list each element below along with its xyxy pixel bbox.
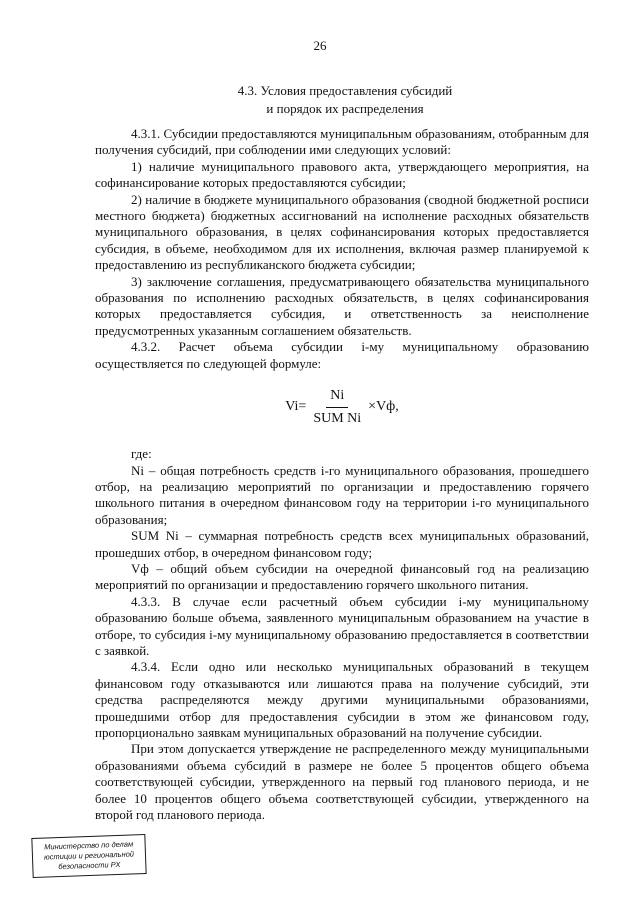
ministry-stamp <box>31 834 146 878</box>
formula-fraction <box>309 387 365 428</box>
condition-2: 2) наличие в бюджете муниципального образования (сводной бюджетной росписи местного бюджета) бюджетных ассигнований на исполнение расходных обязательств муниципального образования, в целях софинансирования которых предоставляется субсидия, в объеме, необходимом для их исполнения, включая размер планируемой к предоставлению из республиканского бюджета субсидии; <box>95 191 589 273</box>
formula-numerator: Ni <box>326 387 348 408</box>
paragraph-4-3-4: 4.3.4. Если одно или несколько муниципальных образований в текущем финансовом году отказываются или лишаются права на получение субсидий, эти средства распределяются между другими муниципальными образованиями, прошедшими отбор для предоставления субсидии в этом же финансовом году, пропорционально заявкам муниципальных образований на получение субсидии. <box>95 659 589 740</box>
document-body <box>95 126 589 823</box>
stamp-line-2: юстиции и региональной <box>43 849 135 862</box>
condition-3: 3) заключение соглашения, предусматривающего обязательства муниципального образования по исполнению расходных обязательств, в целях софинансирования которых предоставляется субсидия, и ответственность за неисполнение предусмотренных указанным соглашением обязательств. <box>95 273 589 338</box>
definition-sum-ni: SUM Ni – суммарная потребность средств всех муниципальных образований, прошедших отбор, в очередном финансовом году; <box>95 528 589 560</box>
section-heading-line-2: и порядок их распределения <box>266 101 424 116</box>
paragraph-undistributed: При этом допускается утверждение не распределенного между муниципальными образованиями объема субсидий в размере не более 5 процентов общего объема соответствующей субсидии, утвержденного на первый год планового периода, и не более 10 процентов общего объема соответствующей субсидии, утвержденного на второй год планового периода. <box>95 741 589 823</box>
subsidy-formula <box>95 376 589 438</box>
stamp-line-1: Министерство по делам <box>43 839 134 852</box>
paragraph-4-3-3: 4.3.3. В случае если расчетный объем субсидии i-му муниципальному образованию больше объема, заявленного муниципальным образованием на участие в отборе, то субсидия i-му муниципальному образованию предоставляется в соответствии с заявкой. <box>95 593 589 658</box>
section-heading <box>100 82 590 118</box>
stamp-line-3: безопасности РХ <box>58 859 121 872</box>
definition-vf: Vф – общий объем субсидии на очередной финансовый год на реализацию мероприятий по организации и предоставлению горячего школьного питания. <box>95 560 589 593</box>
where-label: где: <box>131 446 152 462</box>
formula-denominator: SUM Ni <box>313 410 362 426</box>
condition-1: 1) наличие муниципального правового акта, утверждающего мероприятия, на софинансирование которых предоставляются субсидии; <box>95 158 589 191</box>
formula-lhs: Vi= <box>285 398 307 414</box>
paragraph-4-3-1: 4.3.1. Субсидии предоставляются муниципальным образованиям, отобранным для получения субсидий, при соблюдении ими следующих условий: <box>95 126 589 158</box>
section-heading-line-1: 4.3. Условия предоставления субсидий <box>237 83 453 98</box>
page-number: 26 <box>313 38 327 53</box>
definition-ni: Ni – общая потребность средств i-го муниципального образования, прошедшего отбор, на реализацию мероприятий по организации и предоставлению горячего школьного питания в очередном финансовом году на территории i-го муниципального образования; <box>95 462 589 527</box>
formula-rhs: ×Vф, <box>368 398 399 414</box>
paragraph-4-3-2: 4.3.2. Расчет объема субсидии i-му муниципальному образованию осуществляется по следующей формуле: <box>95 339 589 371</box>
